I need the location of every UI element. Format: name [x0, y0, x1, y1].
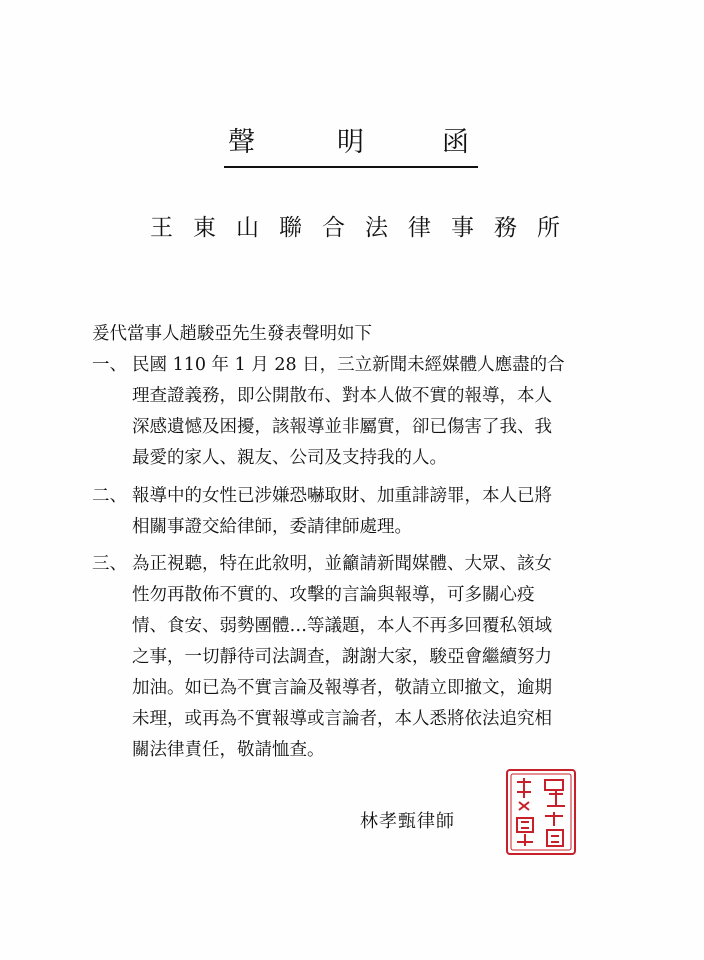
firm-char: 王	[150, 215, 173, 241]
firm-char: 山	[236, 215, 259, 241]
item-line: 加油。如已為不實言論及報導者，敬請立即撤文，逾期	[132, 678, 552, 698]
item-line: 性勿再散佈不實的、攻擊的言論與報導，可多關心疫	[132, 585, 535, 605]
item-number: 二、	[92, 486, 127, 506]
item-line: 深感遺憾及困擾，該報導並非屬實，卻已傷害了我、我	[132, 417, 552, 437]
item-line: 之事，一切靜待司法調查，謝謝大家，駿亞會繼續努力	[132, 647, 552, 667]
seal-stamp	[505, 768, 577, 856]
law-firm-name	[150, 213, 560, 243]
item-line: 為正視聽，特在此敘明，並籲請新聞媒體、大眾、該女	[132, 554, 552, 574]
item-line: 民國 110 年 1 月 28 日，三立新聞未經媒體人應盡的合	[132, 355, 565, 375]
firm-char: 東	[193, 215, 216, 241]
item-line: 未理，或再為不實報導或言論者，本人悉將依法追究相	[132, 709, 552, 729]
item-line: 最愛的家人、親友、公司及支持我的人。	[132, 448, 447, 468]
firm-char: 合	[322, 215, 345, 241]
item-line: 情、食安、弱勢團體…等議題，本人不再多回覆私領域	[132, 616, 552, 636]
title-char: 函	[442, 127, 469, 158]
item-line: 相關事證交給律師，委請律師處理。	[132, 517, 412, 537]
item-line: 報導中的女性已涉嫌恐嚇取財、加重誹謗罪，本人已將	[132, 486, 552, 506]
lawyer-signature: 林孝甄律師	[360, 811, 455, 832]
item-number: 三、	[92, 554, 127, 574]
item-line: 理查證義務，即公開散布、對本人做不實的報導，本人	[132, 386, 552, 406]
title-char: 聲	[228, 127, 255, 158]
title-char: 明	[337, 127, 364, 158]
firm-char: 法	[365, 215, 388, 241]
intro-paragraph: 爰代當事人趙駿亞先生發表聲明如下	[92, 324, 372, 344]
firm-char: 律	[408, 215, 431, 241]
item-number: 一、	[92, 355, 127, 375]
firm-char: 務	[494, 215, 517, 241]
item-line: 關法律責任，敬請恤查。	[132, 740, 325, 760]
firm-char: 聯	[279, 215, 302, 241]
firm-char: 所	[537, 215, 560, 241]
firm-char: 事	[451, 215, 474, 241]
document-title	[224, 126, 478, 168]
